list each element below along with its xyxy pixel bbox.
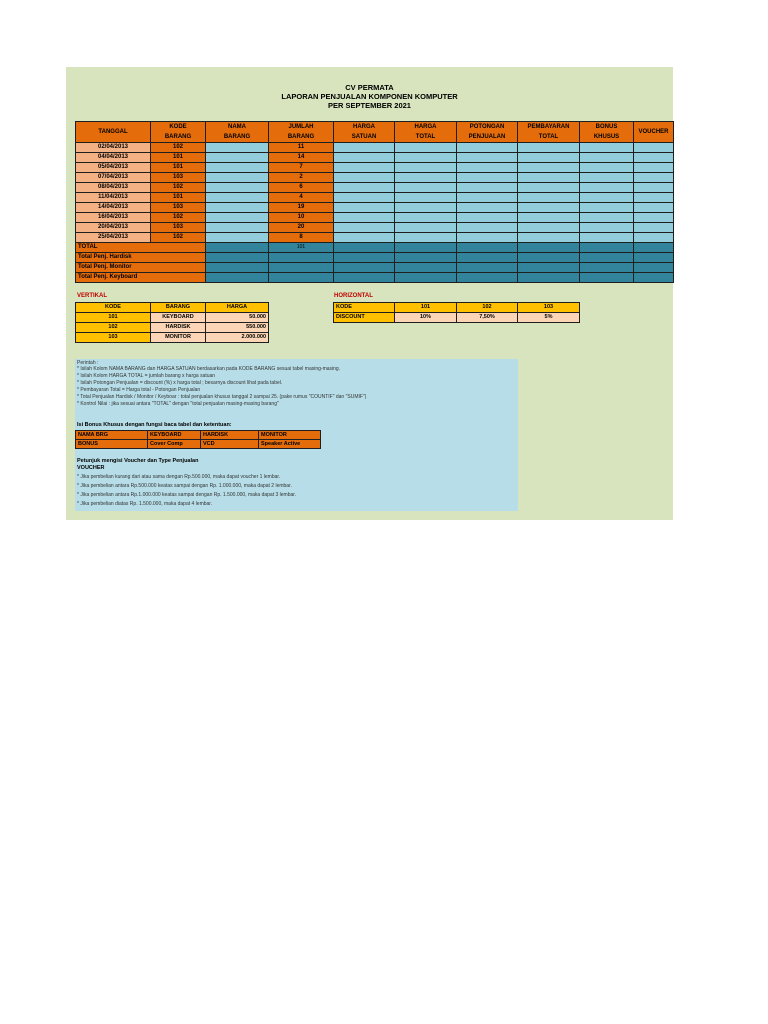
bonus-rule-title: Isi Bonus Khusus dengan fungsi baca tabel dan ketentuan: <box>77 422 232 428</box>
horizontal-label: HORIZONTAL <box>334 293 373 299</box>
summary-cell[interactable] <box>395 253 457 263</box>
empty-formula-cell[interactable] <box>334 173 395 183</box>
report-period: PER SEPTEMBER 2021 <box>328 101 411 110</box>
date-cell[interactable]: 04/04/2013 <box>76 153 151 163</box>
bonus-cell[interactable]: BONUS <box>76 440 148 449</box>
item-code-cell[interactable]: 102 <box>151 233 206 243</box>
total-label[interactable]: TOTAL <box>76 243 206 253</box>
table-row <box>76 183 674 193</box>
bonus-rule-table <box>75 430 321 449</box>
empty-formula-cell[interactable] <box>634 163 674 173</box>
summary-cell[interactable] <box>518 273 580 283</box>
summary-cell[interactable] <box>395 263 457 273</box>
column-header-text: PENJUALAN <box>468 134 506 140</box>
empty-formula-cell[interactable] <box>518 203 580 213</box>
vertikal-price-cell[interactable]: 50.000 <box>206 313 269 323</box>
item-code-cell[interactable]: 101 <box>151 193 206 203</box>
quantity-cell[interactable]: 8 <box>269 233 334 243</box>
voucher-rule-line: * Jika pembelian kurang dari atau sama dengan Rp.500.000, maka dapat voucher 1 lembar. <box>77 474 281 480</box>
quantity-cell[interactable]: 14 <box>269 153 334 163</box>
voucher-subtitle: VOUCHER <box>77 465 105 471</box>
empty-formula-cell[interactable] <box>334 143 395 153</box>
empty-formula-cell[interactable] <box>334 213 395 223</box>
vertikal-header-cell[interactable]: BARANG <box>151 303 206 313</box>
column-header[interactable] <box>518 122 580 143</box>
table-row <box>76 173 674 183</box>
empty-formula-cell[interactable] <box>334 163 395 173</box>
empty-formula-cell[interactable] <box>395 163 457 173</box>
instructions-title: Perintah : <box>77 360 99 366</box>
horizontal-lookup-table <box>333 302 580 323</box>
bonus-cell[interactable]: NAMA BRG <box>76 431 148 440</box>
item-code-cell[interactable]: 101 <box>151 153 206 163</box>
instruction-line: * Total Penjualan Hardisk / Monitor / Keyboar : total penjualan khusus tanggal 2 sampai 25. (pake rumus "COUNTIF" dan "SUMIF") <box>77 393 367 400</box>
quantity-cell[interactable]: 2 <box>269 173 334 183</box>
summary-cell[interactable] <box>457 263 518 273</box>
voucher-rule-line: * Jika pembelian antara Rp.500.000 keatas sampai dengan Rp. 1.000.000, maka dapat 2 lembar. <box>77 483 292 489</box>
empty-formula-cell[interactable] <box>518 223 580 233</box>
quantity-cell[interactable]: 4 <box>269 193 334 203</box>
empty-formula-cell[interactable] <box>580 233 634 243</box>
empty-formula-cell[interactable] <box>518 193 580 203</box>
column-header-text: TANGGAL <box>98 129 128 135</box>
summary-cell[interactable] <box>457 273 518 283</box>
empty-formula-cell[interactable] <box>580 163 634 173</box>
item-name-cell[interactable] <box>206 223 269 233</box>
vertikal-label: VERTIKAL <box>77 293 107 299</box>
quantity-cell[interactable]: 7 <box>269 163 334 173</box>
summary-cell[interactable] <box>634 253 674 263</box>
quantity-cell[interactable]: 19 <box>269 203 334 213</box>
quantity-cell[interactable]: 10 <box>269 213 334 223</box>
quantity-cell[interactable]: 20 <box>269 223 334 233</box>
summary-cell[interactable] <box>334 273 395 283</box>
bonus-cell[interactable]: KEYBOARD <box>148 431 201 440</box>
bonus-cell[interactable]: MONITOR <box>259 431 321 440</box>
empty-formula-cell[interactable] <box>395 233 457 243</box>
empty-formula-cell[interactable] <box>457 213 518 223</box>
date-cell[interactable]: 11/04/2013 <box>76 193 151 203</box>
item-name-cell[interactable] <box>206 193 269 203</box>
summary-cell[interactable] <box>269 273 334 283</box>
vertikal-price-cell[interactable]: 550.000 <box>206 323 269 333</box>
column-header-text: TOTAL <box>538 134 559 140</box>
column-header-text: PEMBAYARAN <box>527 124 570 130</box>
column-header[interactable] <box>580 122 634 143</box>
column-header-text: NAMA <box>228 124 246 130</box>
bonus-cell[interactable]: HARDISK <box>201 431 259 440</box>
item-name-cell[interactable] <box>206 163 269 173</box>
quantity-cell[interactable]: 11 <box>269 143 334 153</box>
summary-label[interactable]: Total Penj. Keyboard <box>76 273 206 283</box>
column-header-text: JUMLAH <box>288 124 314 130</box>
empty-formula-cell[interactable] <box>518 163 580 173</box>
empty-formula-cell[interactable] <box>334 193 395 203</box>
summary-label[interactable]: Total Penj. Hardisk <box>76 253 206 263</box>
vertikal-row <box>76 323 269 333</box>
table-row <box>76 193 674 203</box>
column-header-text: HARGA <box>414 124 437 130</box>
summary-cell[interactable] <box>580 263 634 273</box>
empty-formula-cell[interactable] <box>395 153 457 163</box>
table-row <box>76 223 674 233</box>
table-row <box>76 203 674 213</box>
empty-formula-cell[interactable] <box>580 153 634 163</box>
empty-formula-cell[interactable] <box>634 213 674 223</box>
instruction-line: * Kontrol Nilai : jika sesuai antara "TOTAL" dengan "total penjualan masing-masing barang" <box>77 400 279 407</box>
sales-report-table <box>75 121 674 283</box>
horizontal-row <box>334 313 580 323</box>
empty-formula-cell[interactable] <box>395 193 457 203</box>
date-cell[interactable]: 05/04/2013 <box>76 163 151 173</box>
column-header[interactable] <box>76 122 151 143</box>
empty-formula-cell[interactable] <box>395 223 457 233</box>
empty-formula-cell[interactable] <box>580 203 634 213</box>
empty-formula-cell[interactable] <box>334 153 395 163</box>
table-row <box>76 163 674 173</box>
item-name-cell[interactable] <box>206 213 269 223</box>
empty-formula-cell[interactable] <box>334 183 395 193</box>
summary-label[interactable]: Total Penj. Monitor <box>76 263 206 273</box>
total-quantity-cell[interactable]: 101 <box>269 243 334 253</box>
column-header-text: TOTAL <box>415 134 436 140</box>
report-title: LAPORAN PENJUALAN KOMPONEN KOMPUTER <box>281 92 458 101</box>
column-header[interactable] <box>634 122 674 143</box>
summary-cell[interactable] <box>206 273 269 283</box>
table-header-row <box>76 122 674 143</box>
empty-formula-cell[interactable] <box>518 233 580 243</box>
bonus-cell[interactable]: Cover Comp <box>148 440 201 449</box>
empty-formula-cell[interactable] <box>634 203 674 213</box>
empty-formula-cell[interactable] <box>518 143 580 153</box>
summary-cell[interactable] <box>634 263 674 273</box>
horizontal-row-label[interactable]: DISCOUNT <box>334 313 395 323</box>
item-code-cell[interactable]: 101 <box>151 163 206 173</box>
table-row <box>76 233 674 243</box>
empty-formula-cell[interactable] <box>580 173 634 183</box>
empty-formula-cell[interactable] <box>457 143 518 153</box>
summary-cell[interactable] <box>206 253 269 263</box>
column-header-text: BONUS <box>595 124 618 130</box>
table-row <box>76 153 674 163</box>
vertikal-code-cell[interactable]: 103 <box>76 333 151 343</box>
item-code-cell[interactable]: 102 <box>151 143 206 153</box>
empty-formula-cell[interactable] <box>395 183 457 193</box>
company-title: CV PERMATA <box>345 83 394 92</box>
vertikal-item-cell[interactable]: KEYBOARD <box>151 313 206 323</box>
empty-formula-cell[interactable] <box>457 203 518 213</box>
empty-formula-cell[interactable] <box>580 143 634 153</box>
instruction-line: * Isilah Kolom HARGA TOTAL = jumlah barang x harga satuan <box>77 372 216 379</box>
date-cell[interactable]: 16/04/2013 <box>76 213 151 223</box>
date-cell[interactable]: 14/04/2013 <box>76 203 151 213</box>
empty-formula-cell[interactable] <box>457 173 518 183</box>
horizontal-cell[interactable]: 103 <box>518 303 580 313</box>
item-name-cell[interactable] <box>206 183 269 193</box>
column-header[interactable] <box>206 122 269 143</box>
quantity-cell[interactable]: 6 <box>269 183 334 193</box>
column-header[interactable] <box>395 122 457 143</box>
vertikal-row <box>76 313 269 323</box>
horizontal-cell[interactable]: 10% <box>395 313 457 323</box>
summary-cell[interactable] <box>518 253 580 263</box>
summary-cell[interactable] <box>334 253 395 263</box>
horizontal-cell[interactable]: 101 <box>395 303 457 313</box>
summary-cell[interactable] <box>206 263 269 273</box>
total-cell[interactable] <box>634 243 674 253</box>
summary-cell[interactable] <box>395 273 457 283</box>
vertikal-price-cell[interactable]: 2.000.000 <box>206 333 269 343</box>
horizontal-row-label[interactable]: KODE <box>334 303 395 313</box>
empty-formula-cell[interactable] <box>634 183 674 193</box>
summary-cell[interactable] <box>269 263 334 273</box>
item-name-cell[interactable] <box>206 203 269 213</box>
summary-cell[interactable] <box>580 273 634 283</box>
empty-formula-cell[interactable] <box>580 223 634 233</box>
column-header-text: BARANG <box>164 134 192 140</box>
total-cell[interactable] <box>518 243 580 253</box>
voucher-title: Petunjuk mengisi Voucher dan Type Penjualan <box>77 458 199 464</box>
empty-formula-cell[interactable] <box>395 143 457 153</box>
vertikal-row <box>76 333 269 343</box>
empty-formula-cell[interactable] <box>334 203 395 213</box>
date-cell[interactable]: 20/04/2013 <box>76 223 151 233</box>
empty-formula-cell[interactable] <box>580 193 634 203</box>
column-header[interactable] <box>151 122 206 143</box>
voucher-rule-line: * Jika pembelian antara Rp.1.000.000 keatas sampai dengan Rp. 1.500.000, maka dapat 3 lembar. <box>77 492 297 498</box>
total-cell[interactable] <box>334 243 395 253</box>
empty-formula-cell[interactable] <box>634 143 674 153</box>
item-code-cell[interactable]: 102 <box>151 213 206 223</box>
column-header[interactable] <box>269 122 334 143</box>
empty-formula-cell[interactable] <box>518 183 580 193</box>
summary-row <box>76 273 674 283</box>
item-name-cell[interactable] <box>206 233 269 243</box>
empty-formula-cell[interactable] <box>395 203 457 213</box>
column-header[interactable] <box>334 122 395 143</box>
item-name-cell[interactable] <box>206 143 269 153</box>
empty-formula-cell[interactable] <box>580 183 634 193</box>
bonus-row <box>76 431 321 440</box>
vertikal-header-row <box>76 303 269 313</box>
column-header-text: KHUSUS <box>593 134 620 140</box>
column-header[interactable] <box>457 122 518 143</box>
empty-formula-cell[interactable] <box>334 233 395 243</box>
empty-formula-cell[interactable] <box>457 183 518 193</box>
summary-cell[interactable] <box>269 253 334 263</box>
empty-formula-cell[interactable] <box>518 213 580 223</box>
total-cell[interactable] <box>457 243 518 253</box>
total-cell[interactable] <box>206 243 269 253</box>
empty-formula-cell[interactable] <box>634 193 674 203</box>
vertikal-lookup-table <box>75 302 269 343</box>
summary-cell[interactable] <box>334 263 395 273</box>
column-header-text: KODE <box>169 124 187 130</box>
total-cell[interactable] <box>580 243 634 253</box>
table-row <box>76 213 674 223</box>
empty-formula-cell[interactable] <box>457 153 518 163</box>
horizontal-cell[interactable]: 5% <box>518 313 580 323</box>
bonus-row <box>76 440 321 449</box>
column-header-text: SATUAN <box>351 134 377 140</box>
summary-cell[interactable] <box>580 253 634 263</box>
empty-formula-cell[interactable] <box>518 173 580 183</box>
column-header-text: POTONGAN <box>469 124 505 130</box>
horizontal-cell[interactable]: 7,50% <box>457 313 518 323</box>
date-cell[interactable]: 07/04/2013 <box>76 173 151 183</box>
total-cell[interactable] <box>395 243 457 253</box>
empty-formula-cell[interactable] <box>457 163 518 173</box>
total-row <box>76 243 674 253</box>
empty-formula-cell[interactable] <box>634 233 674 243</box>
table-row <box>76 143 674 153</box>
date-cell[interactable]: 02/04/2013 <box>76 143 151 153</box>
column-header-text: VOUCHER <box>638 129 669 135</box>
item-name-cell[interactable] <box>206 173 269 183</box>
instruction-line: * Pembayaran Total = Harga total - Potongan Penjualan <box>77 386 201 393</box>
empty-formula-cell[interactable] <box>518 153 580 163</box>
bonus-cell[interactable]: VCD <box>201 440 259 449</box>
empty-formula-cell[interactable] <box>395 213 457 223</box>
horizontal-row <box>334 303 580 313</box>
summary-row <box>76 253 674 263</box>
instruction-line: * Isilah Kolom NAMA BARANG dan HARGA SATUAN berdasarkan pada KODE BARANG sesuai tabel masing-masing. <box>77 366 341 372</box>
empty-formula-cell[interactable] <box>634 223 674 233</box>
vertikal-item-cell[interactable]: HARDISK <box>151 323 206 333</box>
empty-formula-cell[interactable] <box>634 153 674 163</box>
voucher-rule-line: * Jika pembelian diatas Rp. 1.500.000, maka dapat 4 lembar. <box>77 501 213 507</box>
column-header-text: BARANG <box>223 134 251 140</box>
empty-formula-cell[interactable] <box>457 193 518 203</box>
summary-cell[interactable] <box>457 253 518 263</box>
horizontal-cell[interactable]: 102 <box>457 303 518 313</box>
column-header-text: HARGA <box>353 124 375 130</box>
summary-cell[interactable] <box>518 263 580 273</box>
date-cell[interactable]: 08/04/2013 <box>76 183 151 193</box>
empty-formula-cell[interactable] <box>334 223 395 233</box>
vertikal-item-cell[interactable]: MONITOR <box>151 333 206 343</box>
summary-cell[interactable] <box>634 273 674 283</box>
empty-formula-cell[interactable] <box>395 173 457 183</box>
instruction-line: * Isilah Potongan Penjualan = discount (%) x harga total ; besarnya discount lihat pada tabel. <box>77 379 283 386</box>
empty-formula-cell[interactable] <box>580 213 634 223</box>
item-code-cell[interactable]: 103 <box>151 223 206 233</box>
empty-formula-cell[interactable] <box>457 233 518 243</box>
empty-formula-cell[interactable] <box>634 173 674 183</box>
vertikal-code-cell[interactable]: 101 <box>76 313 151 323</box>
column-header-text: BARANG <box>287 134 315 140</box>
vertikal-code-cell[interactable]: 102 <box>76 323 151 333</box>
item-code-cell[interactable]: 103 <box>151 203 206 213</box>
summary-row <box>76 263 674 273</box>
date-cell[interactable]: 25/04/2013 <box>76 233 151 243</box>
item-code-cell[interactable]: 102 <box>151 183 206 193</box>
empty-formula-cell[interactable] <box>457 223 518 233</box>
item-name-cell[interactable] <box>206 153 269 163</box>
vertikal-header-cell[interactable]: HARGA <box>206 303 269 313</box>
vertikal-header-cell[interactable]: KODE <box>76 303 151 313</box>
item-code-cell[interactable]: 103 <box>151 173 206 183</box>
bonus-cell[interactable]: Speaker Active <box>259 440 321 449</box>
